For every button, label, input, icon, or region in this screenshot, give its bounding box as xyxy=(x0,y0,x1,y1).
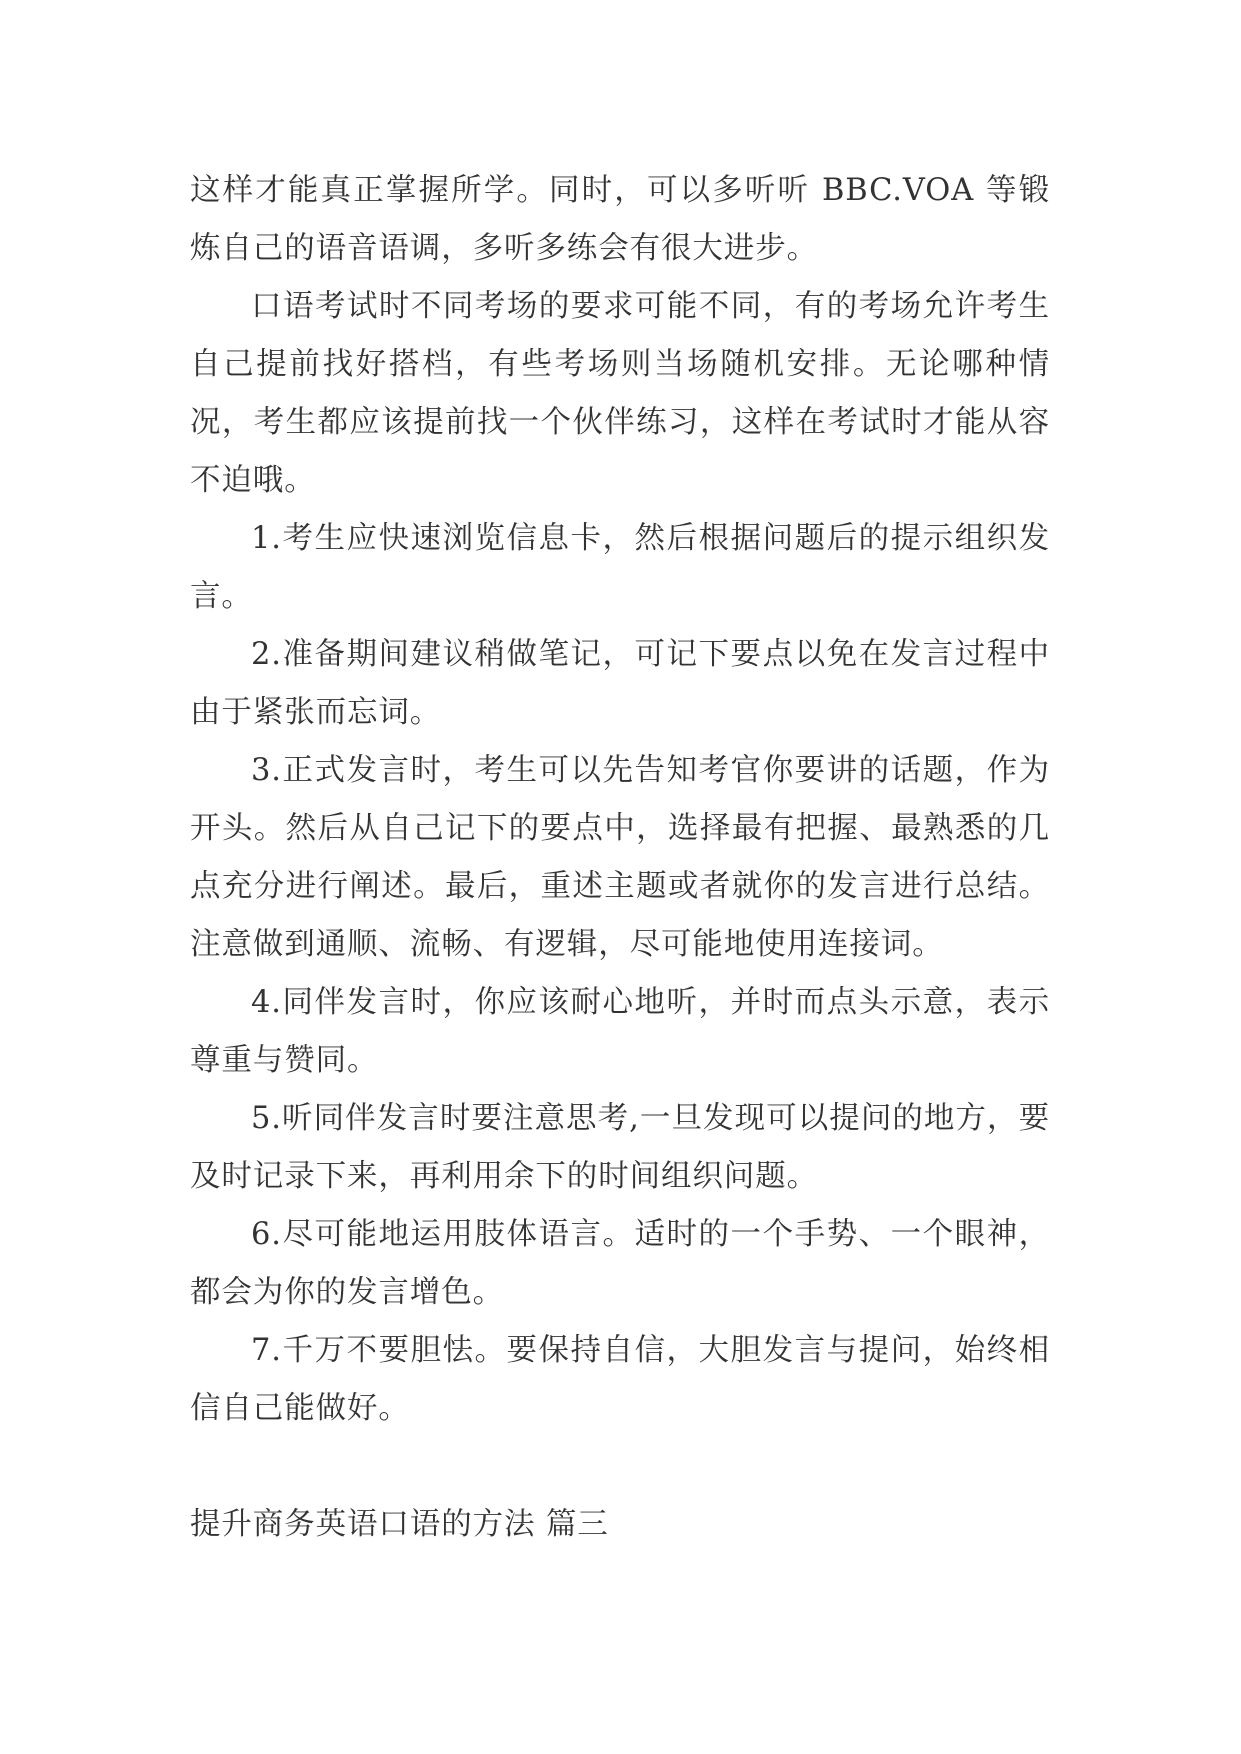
tip-item-5: 5.听同伴发言时要注意思考,一旦发现可以提问的地方，要及时记录下来，再利用余下的时间组织问题。 xyxy=(190,1101,1050,1194)
paragraph-continuation: 这样才能真正掌握所学。同时，可以多听听 BBC.VOA 等锻炼自己的语音语调，多听多练会有很大进步。 xyxy=(190,173,1050,266)
tip-item-3: 3.正式发言时，考生可以先告知考官你要讲的话题，作为开头。然后从自己记下的要点中，选择最有把握、最熟悉的几点充分进行阐述。最后，重述主题或者就你的发言进行总结。注意做到通顺、流畅、有逻辑，尽可能地使用连接词。 xyxy=(190,753,1050,962)
section-heading: 提升商务英语口语的方法 篇三 xyxy=(190,1507,609,1542)
tip-item-7: 7.千万不要胆怯。要保持自信，大胆发言与提问，始终相信自己能做好。 xyxy=(190,1333,1050,1426)
tip-item-1: 1.考生应快速浏览信息卡，然后根据问题后的提示组织发言。 xyxy=(190,521,1050,614)
tip-item-2: 2.准备期间建议稍做笔记，可记下要点以免在发言过程中由于紧张而忘词。 xyxy=(190,637,1050,730)
paragraph-exam-partner: 口语考试时不同考场的要求可能不同，有的考场允许考生自己提前找好搭档，有些考场则当场随机安排。无论哪种情况，考生都应该提前找一个伙伴练习，这样在考试时才能从容不迫哦。 xyxy=(190,289,1050,498)
tip-item-4: 4.同伴发言时，你应该耐心地听，并时而点头示意，表示尊重与赞同。 xyxy=(190,985,1050,1078)
section-spacer xyxy=(190,1438,1050,1496)
tip-item-6: 6.尽可能地运用肢体语言。适时的一个手势、一个眼神，都会为你的发言增色。 xyxy=(190,1217,1050,1310)
document-body xyxy=(190,162,1050,1554)
